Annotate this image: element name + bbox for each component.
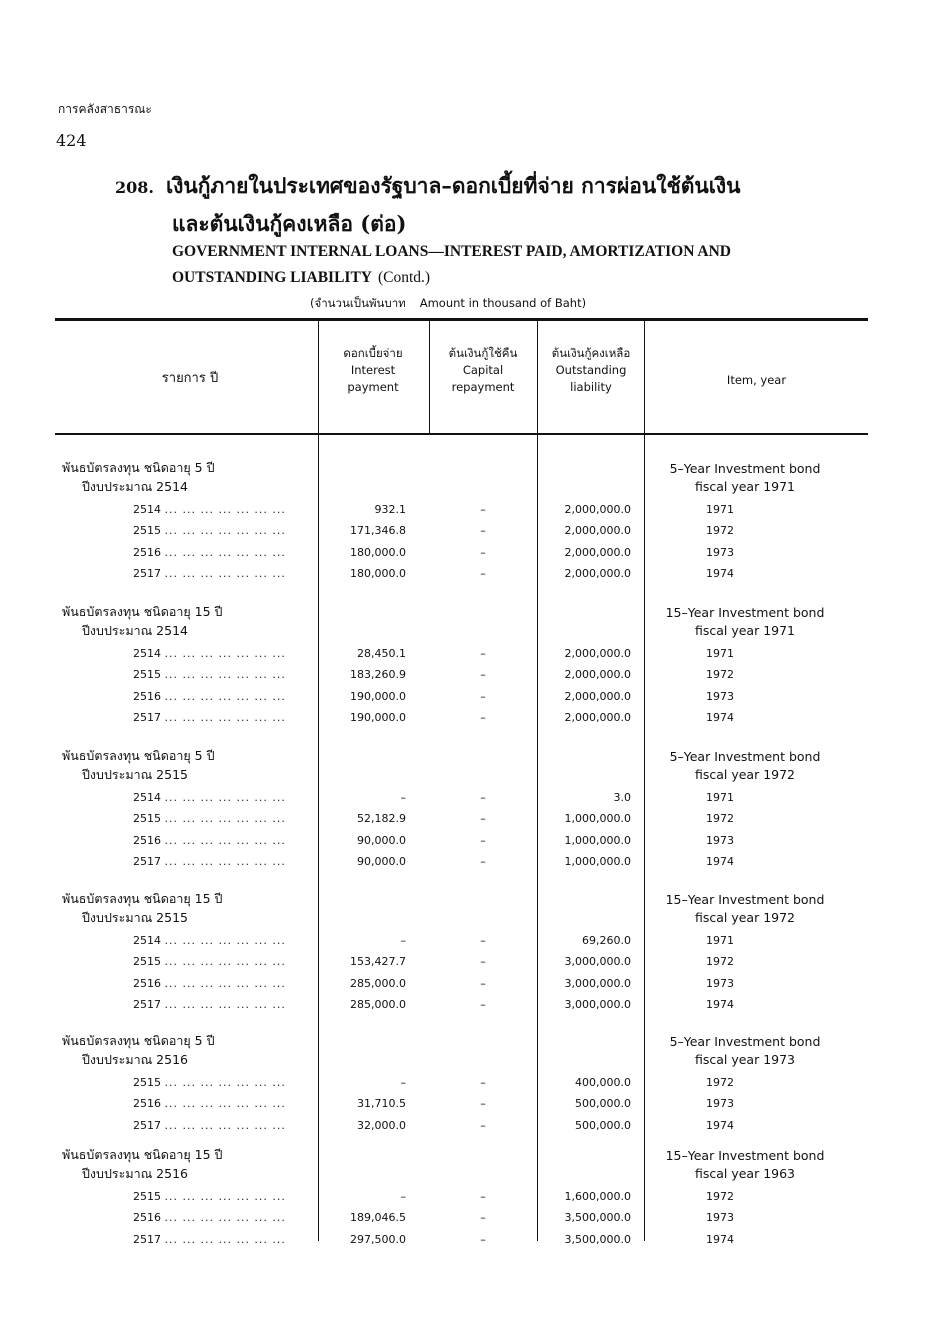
table-title-english-line2 <box>172 269 430 287</box>
row-year-english: 1972 <box>706 1190 734 1203</box>
row-year-english: 1974 <box>706 997 734 1011</box>
leader-dots: ... ... ... ... ... ... ... <box>164 647 286 660</box>
group-label-thai-bond: พันธบัตรลงทุน ชนิดอายุ 5 ปี <box>62 748 215 763</box>
group-label-thai-bond: พันธบัตรลงทุน ชนิดอายุ 15 ปี <box>62 604 223 619</box>
group-label-english <box>650 1033 840 1069</box>
row-year-thai <box>133 647 308 661</box>
row-year-thai <box>133 1190 308 1204</box>
units-note <box>310 295 586 313</box>
row-year-thai-value: 2517 <box>133 566 161 580</box>
row-year-english: 1974 <box>706 710 734 724</box>
cell-interest-payment: 285,000.0 <box>350 976 406 990</box>
row-year-thai-value: 2514 <box>133 503 161 516</box>
cell-interest-payment: 171,346.8 <box>350 524 406 538</box>
row-year-thai-value: 2516 <box>133 833 161 847</box>
group-label-english-bond: 15–Year Investment bond <box>665 605 825 620</box>
leader-dots: ... ... ... ... ... ... ... <box>164 955 286 969</box>
cell-capital-repayment: – <box>480 1076 486 1089</box>
row-year-thai <box>133 690 308 704</box>
leader-dots: ... ... ... ... ... ... ... <box>164 1118 286 1132</box>
row-year-thai <box>133 955 308 969</box>
leader-dots: ... ... ... ... ... ... ... <box>164 524 286 538</box>
cell-outstanding-liability: 3,500,000.0 <box>564 1211 631 1225</box>
cell-interest-payment: 190,000.0 <box>350 710 406 724</box>
cell-outstanding-liability: 2,000,000.0 <box>564 524 631 538</box>
cell-outstanding-liability: 2,000,000.0 <box>564 566 631 580</box>
group-label-english <box>650 891 840 927</box>
cell-interest-payment: 31,710.5 <box>357 1097 406 1111</box>
row-year-thai-value: 2517 <box>133 1232 161 1246</box>
row-year-thai <box>133 812 308 826</box>
cell-capital-repayment: – <box>480 1190 486 1203</box>
row-year-thai <box>133 546 308 560</box>
running-header: การคลังสาธารณะ <box>58 102 152 116</box>
row-year-thai-value: 2517 <box>133 1118 161 1132</box>
cell-interest-payment: 153,427.7 <box>350 955 406 969</box>
cell-outstanding-liability: 500,000.0 <box>575 1118 631 1132</box>
row-year-english: 1972 <box>706 524 734 538</box>
row-year-thai-value: 2517 <box>133 854 161 868</box>
row-year-thai-value: 2514 <box>133 647 161 660</box>
row-year-thai <box>133 567 308 581</box>
cell-interest-payment: 932.1 <box>374 503 406 516</box>
cell-interest-payment: 285,000.0 <box>350 997 406 1011</box>
table-title-english-line1: GOVERNMENT INTERNAL LOANS—INTEREST PAID, AMORTIZATION AND <box>172 243 731 260</box>
row-year-english: 1973 <box>706 1097 734 1111</box>
row-year-thai <box>133 524 308 538</box>
cell-outstanding-liability: 3.0 <box>613 791 631 804</box>
cell-interest-payment: 90,000.0 <box>357 833 406 847</box>
cell-outstanding-liability: 3,000,000.0 <box>564 955 631 969</box>
row-year-thai <box>133 1233 308 1247</box>
row-year-thai <box>133 998 308 1012</box>
column-header-item-thai: รายการ ปี <box>161 371 219 386</box>
cell-interest-payment: 180,000.0 <box>350 545 406 559</box>
row-year-thai <box>133 791 308 805</box>
row-year-thai <box>133 834 308 848</box>
column-header-interest <box>318 345 428 396</box>
row-year-english: 1971 <box>706 934 734 947</box>
cell-capital-repayment: – <box>480 668 486 682</box>
cell-outstanding-liability: 69,260.0 <box>582 934 631 947</box>
cell-capital-repayment: – <box>480 1232 486 1246</box>
leader-dots: ... ... ... ... ... ... ... <box>164 934 286 947</box>
leader-dots: ... ... ... ... ... ... ... <box>164 545 286 559</box>
column-header-capital-en1: Capital <box>462 363 504 377</box>
column-divider <box>644 321 645 1241</box>
table-title-thai-line2: และต้นเงินกู้คงเหลือ (ต่อ) <box>172 211 407 236</box>
cell-outstanding-liability: 3,000,000.0 <box>564 997 631 1011</box>
row-year-english: 1971 <box>706 647 734 660</box>
group-label-english <box>650 748 840 784</box>
column-header-item-english: Item, year <box>726 373 787 387</box>
group-label-english-bond: 5–Year Investment bond <box>669 461 821 476</box>
cell-outstanding-liability: 2,000,000.0 <box>564 710 631 724</box>
cell-outstanding-liability: 500,000.0 <box>575 1097 631 1111</box>
cell-capital-repayment: – <box>480 524 486 538</box>
cell-interest-payment: 180,000.0 <box>350 566 406 580</box>
cell-interest-payment: 190,000.0 <box>350 689 406 703</box>
cell-interest-payment: – <box>400 934 406 947</box>
cell-capital-repayment: – <box>480 791 486 804</box>
cell-interest-payment: 297,500.0 <box>350 1232 406 1246</box>
row-year-thai-value: 2517 <box>133 710 161 724</box>
row-year-thai-value: 2515 <box>133 955 161 969</box>
row-year-thai <box>133 503 308 517</box>
group-label-thai <box>62 746 215 784</box>
cell-capital-repayment: – <box>480 1097 486 1111</box>
leader-dots: ... ... ... ... ... ... ... <box>164 1076 286 1089</box>
column-header-outstanding-en2: liability <box>570 380 612 394</box>
column-header-outstanding-en1: Outstanding <box>555 363 627 377</box>
page-number: 424 <box>56 131 87 150</box>
cell-outstanding-liability: 2,000,000.0 <box>564 647 631 660</box>
row-year-thai <box>133 1097 308 1111</box>
cell-capital-repayment: – <box>480 833 486 847</box>
row-year-thai-value: 2515 <box>133 668 161 682</box>
row-year-thai-value: 2516 <box>133 545 161 559</box>
column-header-interest-thai: ดอกเบี้ยจ่าย <box>343 346 403 360</box>
cell-outstanding-liability: 400,000.0 <box>575 1076 631 1089</box>
contd-label: (Contd.) <box>377 269 431 286</box>
cell-capital-repayment: – <box>480 566 486 580</box>
group-label-english-fiscal-year: fiscal year 1972 <box>694 767 796 782</box>
row-year-thai-value: 2515 <box>133 524 161 538</box>
group-label-thai <box>62 602 223 640</box>
group-label-english-bond: 15–Year Investment bond <box>665 1148 825 1163</box>
group-label-thai-fiscal-year: ปีงบประมาณ 2514 <box>82 623 188 638</box>
table-title-english-text2: OUTSTANDING LIABILITY <box>172 269 372 286</box>
leader-dots: ... ... ... ... ... ... ... <box>164 566 286 580</box>
cell-outstanding-liability: 1,600,000.0 <box>564 1190 631 1203</box>
row-year-english: 1972 <box>706 1076 734 1089</box>
group-label-english-bond: 5–Year Investment bond <box>669 749 821 764</box>
cell-interest-payment: – <box>400 1076 406 1089</box>
group-label-english-fiscal-year: fiscal year 1963 <box>694 1166 796 1181</box>
row-year-thai <box>133 1076 308 1090</box>
column-header-outstanding <box>538 345 644 396</box>
cell-capital-repayment: – <box>480 710 486 724</box>
row-year-english: 1974 <box>706 566 734 580</box>
row-year-thai <box>133 1119 308 1133</box>
row-year-thai-value: 2516 <box>133 1211 161 1225</box>
row-year-thai <box>133 711 308 725</box>
row-year-thai-value: 2516 <box>133 976 161 990</box>
cell-interest-payment: – <box>400 1190 406 1203</box>
group-label-thai-bond: พันธบัตรลงทุน ชนิดอายุ 15 ปี <box>62 891 223 906</box>
row-year-thai-value: 2516 <box>133 689 161 703</box>
group-label-english <box>650 460 840 496</box>
column-header-outstanding-thai: ต้นเงินกู้คงเหลือ <box>551 346 631 360</box>
row-year-english: 1974 <box>706 1118 734 1132</box>
cell-outstanding-liability: 3,000,000.0 <box>564 976 631 990</box>
leader-dots: ... ... ... ... ... ... ... <box>164 1190 286 1203</box>
group-label-english-fiscal-year: fiscal year 1972 <box>694 910 796 925</box>
leader-dots: ... ... ... ... ... ... ... <box>164 833 286 847</box>
leader-dots: ... ... ... ... ... ... ... <box>164 791 286 804</box>
column-header-interest-en1: Interest <box>350 363 396 377</box>
leader-dots: ... ... ... ... ... ... ... <box>164 710 286 724</box>
units-note-thai: (จำนวนเป็นพันบาท <box>310 296 406 310</box>
leader-dots: ... ... ... ... ... ... ... <box>164 1211 286 1225</box>
group-label-thai-fiscal-year: ปีงบประมาณ 2514 <box>82 479 188 494</box>
units-note-english: Amount in thousand of Baht) <box>419 296 587 310</box>
leader-dots: ... ... ... ... ... ... ... <box>164 812 286 826</box>
table-title-thai-text1: เงินกู้ภายในประเทศของรัฐบาล–ดอกเบี้ยที่จ่าย การผ่อนใช้ต้นเงิน <box>165 173 741 198</box>
row-year-thai <box>133 934 308 948</box>
table-header-rule <box>55 433 868 435</box>
table-title-thai-line1 <box>115 170 741 203</box>
group-label-thai-fiscal-year: ปีงบประมาณ 2516 <box>82 1052 188 1067</box>
column-header-interest-en2: payment <box>347 380 399 394</box>
row-year-english: 1972 <box>706 812 734 826</box>
cell-capital-repayment: – <box>480 1211 486 1225</box>
leader-dots: ... ... ... ... ... ... ... <box>164 503 286 516</box>
row-year-thai-value: 2516 <box>133 1097 161 1111</box>
cell-capital-repayment: – <box>480 1118 486 1132</box>
table-number: 208. <box>115 178 154 197</box>
group-label-thai <box>62 458 215 496</box>
group-label-english-bond: 15–Year Investment bond <box>665 892 825 907</box>
group-label-thai-fiscal-year: ปีงบประมาณ 2515 <box>82 767 188 782</box>
leader-dots: ... ... ... ... ... ... ... <box>164 854 286 868</box>
row-year-thai <box>133 977 308 991</box>
leader-dots: ... ... ... ... ... ... ... <box>164 1097 286 1111</box>
cell-outstanding-liability: 1,000,000.0 <box>564 833 631 847</box>
cell-capital-repayment: – <box>480 812 486 826</box>
row-year-english: 1974 <box>706 1232 734 1246</box>
cell-interest-payment: 32,000.0 <box>357 1118 406 1132</box>
cell-capital-repayment: – <box>480 934 486 947</box>
group-label-thai-fiscal-year: ปีงบประมาณ 2516 <box>82 1166 188 1181</box>
cell-outstanding-liability: 2,000,000.0 <box>564 668 631 682</box>
group-label-thai-fiscal-year: ปีงบประมาณ 2515 <box>82 910 188 925</box>
group-label-english <box>650 1147 840 1183</box>
row-year-thai-value: 2517 <box>133 997 161 1011</box>
group-label-english-fiscal-year: fiscal year 1973 <box>694 1052 796 1067</box>
group-label-thai-bond: พันธบัตรลงทุน ชนิดอายุ 5 ปี <box>62 1033 215 1048</box>
cell-interest-payment: – <box>400 791 406 804</box>
cell-capital-repayment: – <box>480 503 486 516</box>
row-year-english: 1973 <box>706 689 734 703</box>
table-top-rule <box>55 318 868 321</box>
cell-capital-repayment: – <box>480 976 486 990</box>
row-year-thai-value: 2515 <box>133 812 161 826</box>
leader-dots: ... ... ... ... ... ... ... <box>164 689 286 703</box>
column-header-capital-thai: ต้นเงินกู้ใช้คืน <box>448 346 518 360</box>
row-year-english: 1971 <box>706 791 734 804</box>
row-year-english: 1973 <box>706 1211 734 1225</box>
group-label-thai <box>62 1145 223 1183</box>
row-year-thai <box>133 1211 308 1225</box>
group-label-english-fiscal-year: fiscal year 1971 <box>694 479 796 494</box>
row-year-english: 1973 <box>706 976 734 990</box>
group-label-english <box>650 604 840 640</box>
row-year-english: 1973 <box>706 833 734 847</box>
cell-capital-repayment: – <box>480 997 486 1011</box>
cell-outstanding-liability: 2,000,000.0 <box>564 545 631 559</box>
group-label-thai-bond: พันธบัตรลงทุน ชนิดอายุ 15 ปี <box>62 1147 223 1162</box>
row-year-thai-value: 2515 <box>133 1076 161 1089</box>
row-year-english: 1972 <box>706 668 734 682</box>
cell-capital-repayment: – <box>480 647 486 660</box>
leader-dots: ... ... ... ... ... ... ... <box>164 1232 286 1246</box>
cell-capital-repayment: – <box>480 854 486 868</box>
cell-outstanding-liability: 3,500,000.0 <box>564 1232 631 1246</box>
cell-outstanding-liability: 1,000,000.0 <box>564 854 631 868</box>
cell-outstanding-liability: 2,000,000.0 <box>564 689 631 703</box>
cell-capital-repayment: – <box>480 955 486 969</box>
group-label-english-fiscal-year: fiscal year 1971 <box>694 623 796 638</box>
group-label-thai-bond: พันธบัตรลงทุน ชนิดอายุ 5 ปี <box>62 460 215 475</box>
column-header-capital-en2: repayment <box>451 380 515 394</box>
row-year-thai-value: 2514 <box>133 934 161 947</box>
row-year-english: 1973 <box>706 545 734 559</box>
cell-interest-payment: 90,000.0 <box>357 854 406 868</box>
row-year-thai-value: 2515 <box>133 1190 161 1203</box>
row-year-english: 1974 <box>706 854 734 868</box>
group-label-thai <box>62 1031 215 1069</box>
cell-outstanding-liability: 1,000,000.0 <box>564 812 631 826</box>
leader-dots: ... ... ... ... ... ... ... <box>164 668 286 682</box>
cell-interest-payment: 52,182.9 <box>357 812 406 826</box>
row-year-thai <box>133 855 308 869</box>
cell-interest-payment: 28,450.1 <box>357 647 406 660</box>
group-label-english-bond: 5–Year Investment bond <box>669 1034 821 1049</box>
row-year-english: 1972 <box>706 955 734 969</box>
cell-capital-repayment: – <box>480 689 486 703</box>
leader-dots: ... ... ... ... ... ... ... <box>164 976 286 990</box>
group-label-thai <box>62 889 223 927</box>
cell-interest-payment: 189,046.5 <box>350 1211 406 1225</box>
cell-capital-repayment: – <box>480 545 486 559</box>
row-year-thai <box>133 668 308 682</box>
cell-outstanding-liability: 2,000,000.0 <box>564 503 631 516</box>
column-header-capital <box>430 345 536 396</box>
leader-dots: ... ... ... ... ... ... ... <box>164 997 286 1011</box>
row-year-english: 1971 <box>706 503 734 516</box>
cell-interest-payment: 183,260.9 <box>350 668 406 682</box>
row-year-thai-value: 2514 <box>133 791 161 804</box>
